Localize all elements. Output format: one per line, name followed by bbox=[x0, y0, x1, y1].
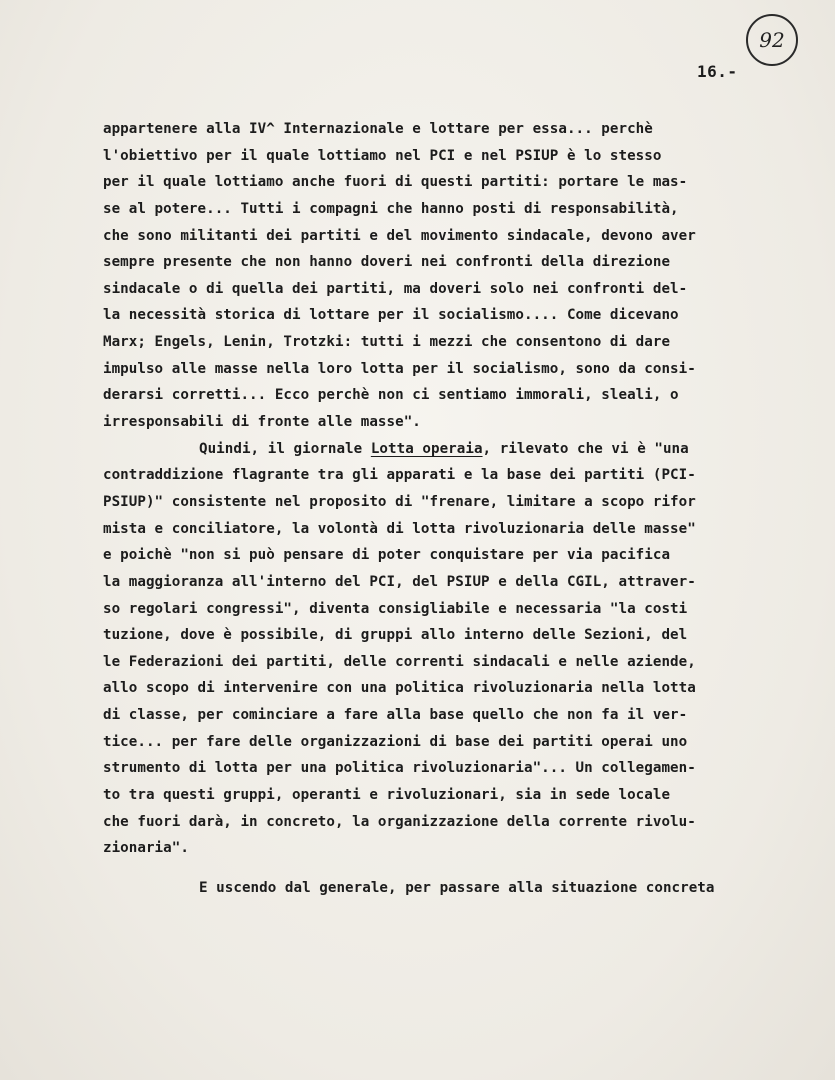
paragraph-lead-line bbox=[103, 436, 808, 463]
text-line: la necessità storica di lottare per il socialismo.... Come dicevano bbox=[103, 307, 679, 324]
text-line: strumento di lotta per una politica rivoluzionaria"... Un collegamen- bbox=[103, 760, 696, 777]
archive-stamp-number: 92 bbox=[759, 28, 785, 52]
text-line: le Federazioni dei partiti, delle correnti sindacali e nelle aziende, bbox=[103, 653, 696, 670]
text-line: se al potere... Tutti i compagni che hanno posti di responsabilità, bbox=[103, 200, 679, 217]
text-line: E uscendo dal generale, per passare alla situazione concreta bbox=[199, 879, 715, 896]
text-line: to tra questi gruppi, operanti e rivoluzionari, sia in sede locale bbox=[103, 787, 671, 804]
text-line: tice... per fare delle organizzazioni di base dei partiti operai uno bbox=[103, 733, 688, 750]
text-line: di classe, per cominciare a fare alla base quello che non fa il ver- bbox=[103, 707, 688, 724]
newspaper-title: Lotta operaia bbox=[370, 440, 483, 457]
text-line: sindacale o di quella dei partiti, ma doveri solo nei confronti del- bbox=[103, 280, 688, 297]
text-line: l'obiettivo per il quale lottiamo nel PCI e nel PSIUP è lo stesso bbox=[103, 147, 662, 164]
text-line: per il quale lottiamo anche fuori di questi partiti: portare le mas- bbox=[103, 174, 688, 191]
text-line: tuzione, dove è possibile, di gruppi allo interno delle Sezioni, del bbox=[103, 627, 688, 644]
text-line: allo scopo di intervenire con una politica rivoluzionaria nella lotta bbox=[103, 680, 696, 697]
body-text bbox=[103, 116, 808, 902]
text-line: so regolari congressi", diventa consigliabile e necessaria "la costi bbox=[103, 600, 688, 617]
archive-stamp bbox=[746, 14, 798, 66]
text-line: PSIUP)" consistente nel proposito di "frenare, limitare a scopo rifor bbox=[103, 493, 696, 510]
text-line: derarsi corretti... Ecco perchè non ci sentiamo immorali, sleali, o bbox=[103, 387, 679, 404]
text-line: appartenere alla IV^ Internazionale e lottare per essa... perchè bbox=[103, 121, 653, 137]
paragraph-gap bbox=[103, 862, 808, 875]
text-line: che fuori darà, in concreto, la organizzazione della corrente rivolu- bbox=[103, 813, 696, 830]
lead-text-after: , rilevato che vi è "una bbox=[482, 440, 689, 457]
text-line: mista e conciliatore, la volontà di lotta rivoluzionaria delle masse" bbox=[103, 520, 696, 537]
lead-text-before: Quindi, il giornale bbox=[199, 440, 371, 457]
page-number: 16.- bbox=[697, 62, 738, 81]
text-line: irresponsabili di fronte alle masse". bbox=[103, 414, 421, 431]
text-line: che sono militanti dei partiti e del movimento sindacale, devono aver bbox=[103, 227, 696, 244]
text-line: Marx; Engels, Lenin, Trotzki: tutti i mezzi che consentono di dare bbox=[103, 334, 671, 351]
text-line: e poichè "non si può pensare di poter conquistare per via pacifica bbox=[103, 547, 671, 564]
text-line: contraddizione flagrante tra gli apparati e la base dei partiti (PCI- bbox=[103, 467, 696, 484]
text-line: sempre presente che non hanno doveri nei confronti della direzione bbox=[103, 254, 671, 271]
text-line: impulso alle masse nella loro lotta per il socialismo, sono da consi- bbox=[103, 360, 696, 377]
text-line: la maggioranza all'interno del PCI, del PSIUP e della CGIL, attraver- bbox=[103, 573, 696, 590]
text-line: zionaria". bbox=[103, 840, 189, 857]
